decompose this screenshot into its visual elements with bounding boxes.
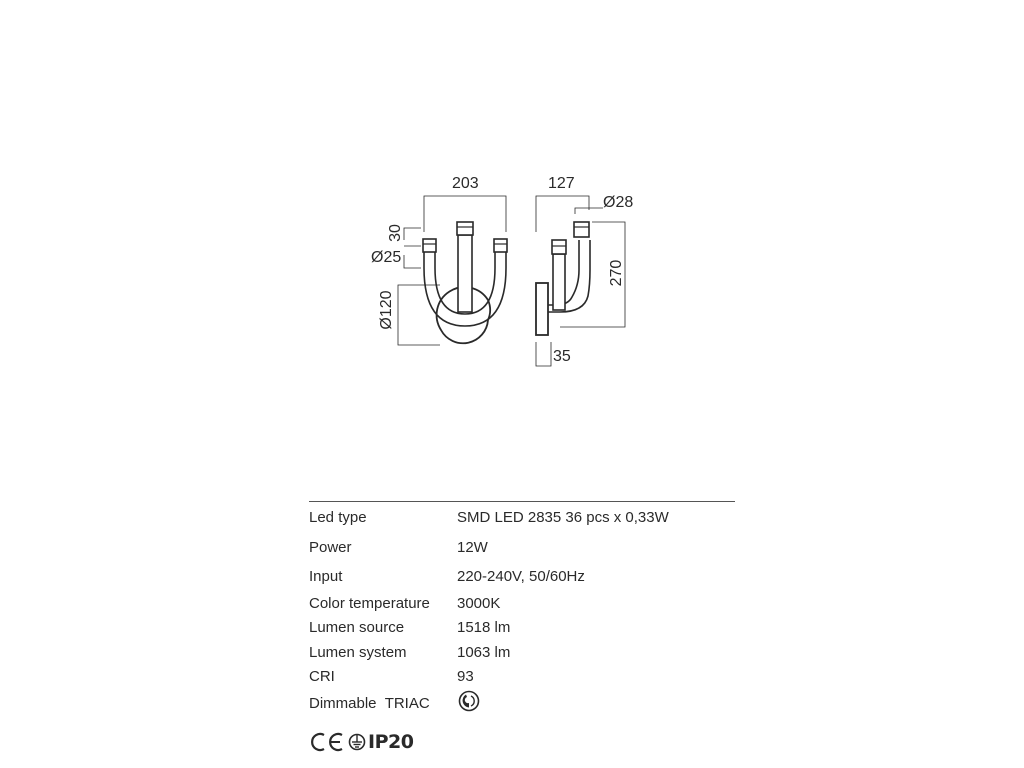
spec-value: 1063 lm [457,644,511,661]
spec-table [309,501,735,753]
spec-value: 3000K [457,595,501,612]
spec-label: Lumen system [309,644,407,661]
dim-tube-diameter-side: Ø28 [603,194,634,211]
spec-label: CRI [309,668,335,685]
ce-mark-icon [309,732,347,752]
front-dimension-lines [398,196,506,345]
spec-label: Power [309,539,352,556]
spec-label: Led type [309,509,367,526]
dim-base-depth: 35 [553,348,571,365]
spec-value: 1518 lm [457,619,511,636]
side-view-drawing [536,222,590,335]
spec-label: Color temperature [309,595,430,612]
dim-cap-height: 30 [387,224,404,242]
spec-value: 12W [457,539,488,556]
front-view-drawing [423,222,507,343]
spec-value: SMD LED 2835 36 pcs x 0,33W [457,509,669,526]
dimmable-type: TRIAC [384,695,430,712]
spec-label: Input [309,568,343,585]
dim-depth-side: 127 [548,175,575,192]
ip-rating: IP20 [368,731,414,753]
dimmer-icon [458,690,480,712]
dimmable-label: Dimmable [309,695,377,712]
dim-tube-diameter-front: Ø25 [371,249,402,266]
dimmable-row [309,695,430,712]
spec-value: 93 [457,668,474,685]
spec-label: Lumen source [309,619,405,636]
spec-value: 220-240V, 50/60Hz [457,568,585,585]
dim-width-front: 203 [452,175,479,192]
earth-ground-icon [348,732,366,752]
dim-base-diameter: Ø120 [378,290,395,330]
certifications-row [309,731,413,753]
dim-height: 270 [608,259,625,287]
